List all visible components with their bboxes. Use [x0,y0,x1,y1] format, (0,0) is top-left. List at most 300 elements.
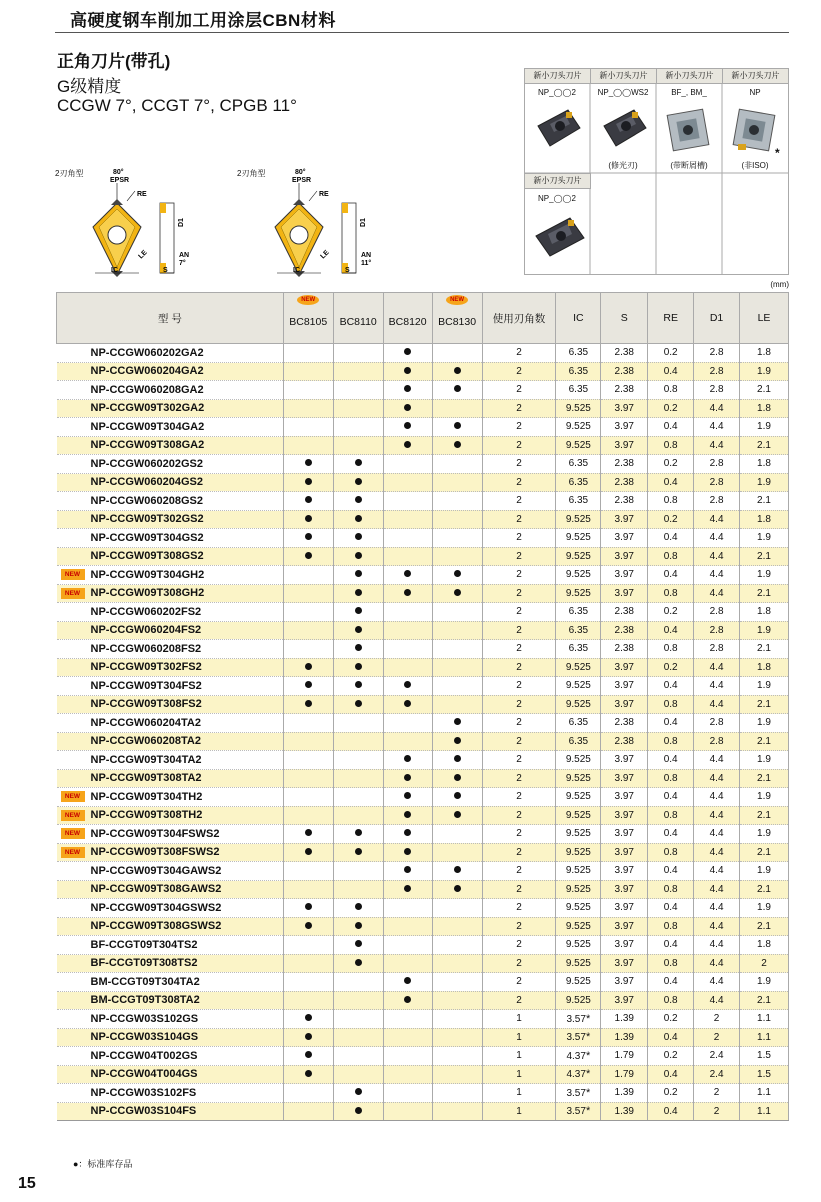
cell-le: 1.8 [740,658,789,677]
model-text: NP-CCGW060202FS2 [90,605,202,618]
cell-s: 1.39 [601,1102,648,1121]
stock-dot-icon [355,589,362,596]
cell-grade-2 [383,492,432,511]
table-row [57,751,789,770]
cell-s: 3.97 [601,529,648,548]
cell-grade-3 [432,1028,482,1047]
cell-le: 2.1 [740,381,789,400]
cell-s: 3.97 [601,788,648,807]
cell-grade-0 [283,806,333,825]
stock-dot-icon [305,700,312,707]
cell-edges: 2 [482,436,556,455]
cell-ic: 9.525 [556,529,601,548]
stock-dot-icon [454,718,461,725]
cell-le: 1.9 [740,566,789,585]
cell-grade-1 [333,732,383,751]
cell-re: 0.4 [648,862,694,881]
cell-grade-1 [333,1065,383,1084]
cell-grade-2 [383,825,432,844]
new-tag: NEW [61,588,85,599]
cell-s: 3.97 [601,899,648,918]
cell-grade-0 [283,381,333,400]
cell-grade-0 [283,917,333,936]
cell-ic: 9.525 [556,917,601,936]
cell-grade-0 [283,862,333,881]
cell-grade-1 [333,677,383,696]
cell-grade-1 [333,917,383,936]
cell-d1: 2.8 [694,381,740,400]
model-text: NP-CCGW04T004GS [90,1068,198,1081]
cell-model [57,1102,284,1121]
le-label: LE [319,249,331,261]
stock-dot-icon [355,922,362,929]
cell-re: 0.4 [648,899,694,918]
cell-grade-3 [432,455,482,474]
cell-d1: 2.8 [694,640,740,659]
cell-model [57,973,284,992]
non-iso-star: * [585,1068,591,1081]
table-row [57,880,789,899]
cell-ic: 6.35 [556,621,601,640]
cell-grade-1 [333,751,383,770]
stock-dot-icon [355,552,362,559]
stock-dot-icon [305,1070,312,1077]
cell-grade-1 [333,843,383,862]
cell-d1: 2.8 [694,603,740,622]
cell-d1: 4.4 [694,510,740,529]
cell-grade-0 [283,751,333,770]
table-row [57,806,789,825]
cell-grade-3 [432,344,482,363]
cell-model [57,436,284,455]
stock-dot-icon [404,404,411,411]
cell-grade-3 [432,603,482,622]
cell-edges: 2 [482,547,556,566]
cell-le: 1.9 [740,529,789,548]
cell-s: 2.38 [601,732,648,751]
insert-photos [524,68,789,275]
cell-re: 0.4 [648,1065,694,1084]
cell-d1: 4.4 [694,584,740,603]
cell-edges: 2 [482,677,556,696]
cell-d1: 2.8 [694,344,740,363]
table-row [57,566,789,585]
cell-s: 3.97 [601,399,648,418]
cell-grade-2 [383,436,432,455]
an-label: AN [361,252,372,259]
table-row [57,769,789,788]
stock-dot-icon [355,644,362,651]
cell-grade-1 [333,418,383,437]
cell-grade-2 [383,362,432,381]
model-text: NP-CCGW03S102FS [90,1086,197,1099]
cell-model [57,510,284,529]
cell-grade-3 [432,418,482,437]
cell-grade-1 [333,954,383,973]
cell-edges: 2 [482,917,556,936]
cell-model [57,954,284,973]
cell-le: 1.9 [740,714,789,733]
cell-model [57,640,284,659]
cell-grade-3 [432,621,482,640]
cell-edges: 2 [482,788,556,807]
cell-le: 2.1 [740,843,789,862]
cell-re: 0.4 [648,973,694,992]
cell-le: 1.9 [740,973,789,992]
cell-grade-2 [383,640,432,659]
cell-ic: 9.525 [556,825,601,844]
cell-grade-0 [283,843,333,862]
cell-model [57,825,284,844]
stock-dot-icon [454,570,461,577]
precision-grade: G级精度 [57,77,122,96]
cell-grade-1 [333,584,383,603]
cell-ic: 9.525 [556,936,601,955]
cell-re: 0.8 [648,769,694,788]
cell-ic: 3.57* [556,1102,601,1121]
cell-s: 2.38 [601,362,648,381]
stock-dot-icon [404,996,411,1003]
cell-edges: 2 [482,344,556,363]
cell-re: 0.2 [648,1047,694,1066]
cell-grade-1 [333,806,383,825]
table-row [57,677,789,696]
panel-header: 新小刀头刀片 [722,68,789,84]
cell-grade-3 [432,584,482,603]
cell-le: 1.8 [740,936,789,955]
cell-model [57,492,284,511]
stock-dot-icon [355,940,362,947]
cell-model [57,788,284,807]
table-row [57,510,789,529]
insert-photo-np-small [536,218,584,256]
cell-d1: 2.8 [694,362,740,381]
cell-s: 3.97 [601,510,648,529]
cell-le: 1.9 [740,418,789,437]
stock-dot-icon [305,515,312,522]
cell-edges: 2 [482,362,556,381]
table-row [57,1065,789,1084]
cell-edges: 2 [482,603,556,622]
cell-grade-0 [283,362,333,381]
cell-grade-3 [432,566,482,585]
cell-d1: 2.8 [694,473,740,492]
cell-edges: 2 [482,418,556,437]
cell-le: 1.9 [740,899,789,918]
cell-grade-2 [383,455,432,474]
epsr-label: EPSR [110,177,130,184]
cell-grade-0 [283,714,333,733]
cell-d1: 4.4 [694,843,740,862]
cell-d1: 4.4 [694,880,740,899]
cell-ic: 9.525 [556,584,601,603]
stock-dot-icon [355,1107,362,1114]
insert-diagram-11deg [237,165,397,280]
cell-s: 2.38 [601,381,648,400]
cell-d1: 2 [694,1084,740,1103]
cell-grade-3 [432,899,482,918]
model-text: NP-CCGW03S104FS [90,1105,197,1118]
cell-s: 3.97 [601,862,648,881]
cell-re: 0.2 [648,399,694,418]
cell-grade-3 [432,1047,482,1066]
cell-grade-0 [283,899,333,918]
cell-d1: 4.4 [694,751,740,770]
cell-model [57,344,284,363]
re-label: RE [137,191,147,198]
stock-dot-icon [454,385,461,392]
cell-s: 2.38 [601,492,648,511]
model-text: NP-CCGW09T304FS2 [90,679,202,692]
stock-dot-icon [404,977,411,984]
cell-grade-3 [432,973,482,992]
insert-code: NP [749,88,761,97]
cell-grade-1 [333,399,383,418]
cell-d1: 4.4 [694,436,740,455]
insert-diagram-7deg [55,165,215,280]
cell-ic: 9.525 [556,436,601,455]
cell-re: 0.2 [648,1010,694,1029]
cell-ic: 6.35 [556,344,601,363]
cell-s: 3.97 [601,806,648,825]
angle-value: 80° [295,169,306,176]
model-text: NP-CCGW060208GS2 [90,494,203,507]
model-text: BM-CCGT09T304TA2 [90,975,200,988]
cell-grade-2 [383,584,432,603]
cell-grade-0 [283,529,333,548]
cell-grade-0 [283,603,333,622]
section-title: 正角刀片(带孔) [57,52,171,71]
cell-s: 1.39 [601,1084,648,1103]
stock-dot-icon [454,811,461,818]
cell-grade-3 [432,362,482,381]
cell-grade-3 [432,529,482,548]
cell-grade-0 [283,1010,333,1029]
cell-grade-3 [432,473,482,492]
cell-grade-3 [432,862,482,881]
cell-s: 1.79 [601,1047,648,1066]
model-text: NP-CCGW09T308GH2 [90,587,205,600]
cell-model [57,917,284,936]
cell-le: 1.9 [740,751,789,770]
cell-grade-2 [383,418,432,437]
cell-model [57,621,284,640]
table-row [57,455,789,474]
cell-d1: 2.4 [694,1065,740,1084]
cell-edges: 2 [482,936,556,955]
cell-ic: 9.525 [556,769,601,788]
stock-dot-icon [454,367,461,374]
cell-grade-3 [432,695,482,714]
cell-d1: 2 [694,1010,740,1029]
stock-dot-icon [305,459,312,466]
cell-grade-1 [333,640,383,659]
model-text: NP-CCGW09T308GSWS2 [90,920,222,933]
cell-le: 1.9 [740,621,789,640]
stock-dot-icon [404,755,411,762]
cell-model [57,862,284,881]
cell-edges: 2 [482,492,556,511]
table-row [57,843,789,862]
non-iso-star: * [585,1086,591,1099]
cell-le: 1.1 [740,1010,789,1029]
panel-header: 新小刀头刀片 [524,68,591,84]
model-text: NP-CCGW09T302GA2 [90,402,205,415]
cell-grade-3 [432,732,482,751]
cell-le: 2 [740,954,789,973]
cell-le: 2.1 [740,769,789,788]
cell-grade-1 [333,769,383,788]
cell-grade-1 [333,658,383,677]
header-divider [55,32,789,33]
model-text: NP-CCGW09T308FS2 [90,698,202,711]
insert-image-panel [524,68,789,275]
cell-model [57,936,284,955]
cell-grade-0 [283,455,333,474]
cell-le: 2.1 [740,492,789,511]
cell-grade-0 [283,695,333,714]
cell-ic: 9.525 [556,788,601,807]
cell-grade-1 [333,529,383,548]
table-row [57,1028,789,1047]
cell-grade-1 [333,621,383,640]
insert-code: NP_◯◯2 [538,194,576,203]
cell-grade-0 [283,1047,333,1066]
cell-s: 3.97 [601,677,648,696]
header-le: LE [740,293,789,344]
table-row [57,825,789,844]
table-row [57,418,789,437]
cell-grade-2 [383,677,432,696]
cell-grade-1 [333,899,383,918]
model-text: NP-CCGW09T304GA2 [90,420,205,433]
stock-dot-icon [404,681,411,688]
cell-grade-2 [383,1047,432,1066]
cell-grade-1 [333,344,383,363]
stock-dot-icon [305,496,312,503]
stock-dot-icon [355,515,362,522]
cell-grade-0 [283,658,333,677]
cell-edges: 2 [482,899,556,918]
cell-grade-0 [283,991,333,1010]
cell-edges: 2 [482,381,556,400]
table-row [57,547,789,566]
cell-edges: 2 [482,584,556,603]
an-value: 11° [361,260,372,267]
table-row [57,603,789,622]
cell-ic: 9.525 [556,399,601,418]
cell-grade-2 [383,510,432,529]
header-re: RE [648,293,694,344]
cell-le: 1.5 [740,1047,789,1066]
cell-grade-2 [383,603,432,622]
page-header-title: 高硬度钢车削加工用涂层CBN材料 [70,11,336,30]
cell-ic: 9.525 [556,547,601,566]
cell-ic: 9.525 [556,751,601,770]
cell-le: 1.1 [740,1028,789,1047]
cell-s: 3.97 [601,584,648,603]
cell-le: 2.1 [740,732,789,751]
cell-re: 0.8 [648,584,694,603]
stock-dot-icon [404,792,411,799]
cell-re: 0.4 [648,566,694,585]
cell-s: 3.97 [601,436,648,455]
cell-model [57,899,284,918]
cell-grade-0 [283,621,333,640]
model-text: NP-CCGW09T304GAWS2 [90,864,222,877]
cell-grade-0 [283,436,333,455]
cell-le: 1.8 [740,603,789,622]
stock-dot-icon [454,866,461,873]
cell-s: 2.38 [601,714,648,733]
insert-photo-np-noniso [733,109,775,151]
cell-edges: 2 [482,695,556,714]
cell-le: 1.9 [740,677,789,696]
stock-dot-icon [305,829,312,836]
cell-edges: 2 [482,658,556,677]
cell-grade-1 [333,862,383,881]
table-row [57,584,789,603]
cell-re: 0.2 [648,658,694,677]
cell-edges: 2 [482,973,556,992]
header-grade-bc8120: BC8120 [383,293,432,344]
cell-le: 1.9 [740,862,789,881]
cell-d1: 4.4 [694,658,740,677]
cell-s: 3.97 [601,843,648,862]
edge-type-label: 2刃角型 [55,169,84,178]
stock-dot-icon [404,811,411,818]
cell-grade-2 [383,1084,432,1103]
model-text: NP-CCGW060204GA2 [90,365,204,378]
header-edges: 使用刃角数 [482,293,556,344]
cell-ic: 6.35 [556,603,601,622]
non-iso-star: * [775,146,780,160]
cell-ic: 6.35 [556,732,601,751]
cell-le: 2.1 [740,880,789,899]
cell-grade-2 [383,1010,432,1029]
cell-grade-2 [383,769,432,788]
stock-dot-icon [404,348,411,355]
non-iso-star: * [585,1105,591,1118]
cell-s: 3.97 [601,695,648,714]
cell-grade-3 [432,547,482,566]
stock-dot-icon [355,478,362,485]
cell-grade-1 [333,492,383,511]
cell-model [57,732,284,751]
table-row [57,381,789,400]
cell-ic: 3.57* [556,1010,601,1029]
cell-edges: 2 [482,806,556,825]
cell-d1: 4.4 [694,529,740,548]
cell-ic: 9.525 [556,899,601,918]
cell-re: 0.8 [648,806,694,825]
cell-ic: 9.525 [556,695,601,714]
cell-grade-0 [283,1084,333,1103]
model-text: NP-CCGW09T304TA2 [90,753,202,766]
stock-dot-icon [454,737,461,744]
cell-model [57,806,284,825]
cell-d1: 4.4 [694,769,740,788]
table-row [57,621,789,640]
cell-grade-3 [432,1084,482,1103]
cell-grade-0 [283,473,333,492]
cell-model [57,880,284,899]
table-row [57,640,789,659]
cell-grade-1 [333,880,383,899]
cell-ic: 9.525 [556,954,601,973]
cell-re: 0.4 [648,621,694,640]
cell-grade-1 [333,991,383,1010]
